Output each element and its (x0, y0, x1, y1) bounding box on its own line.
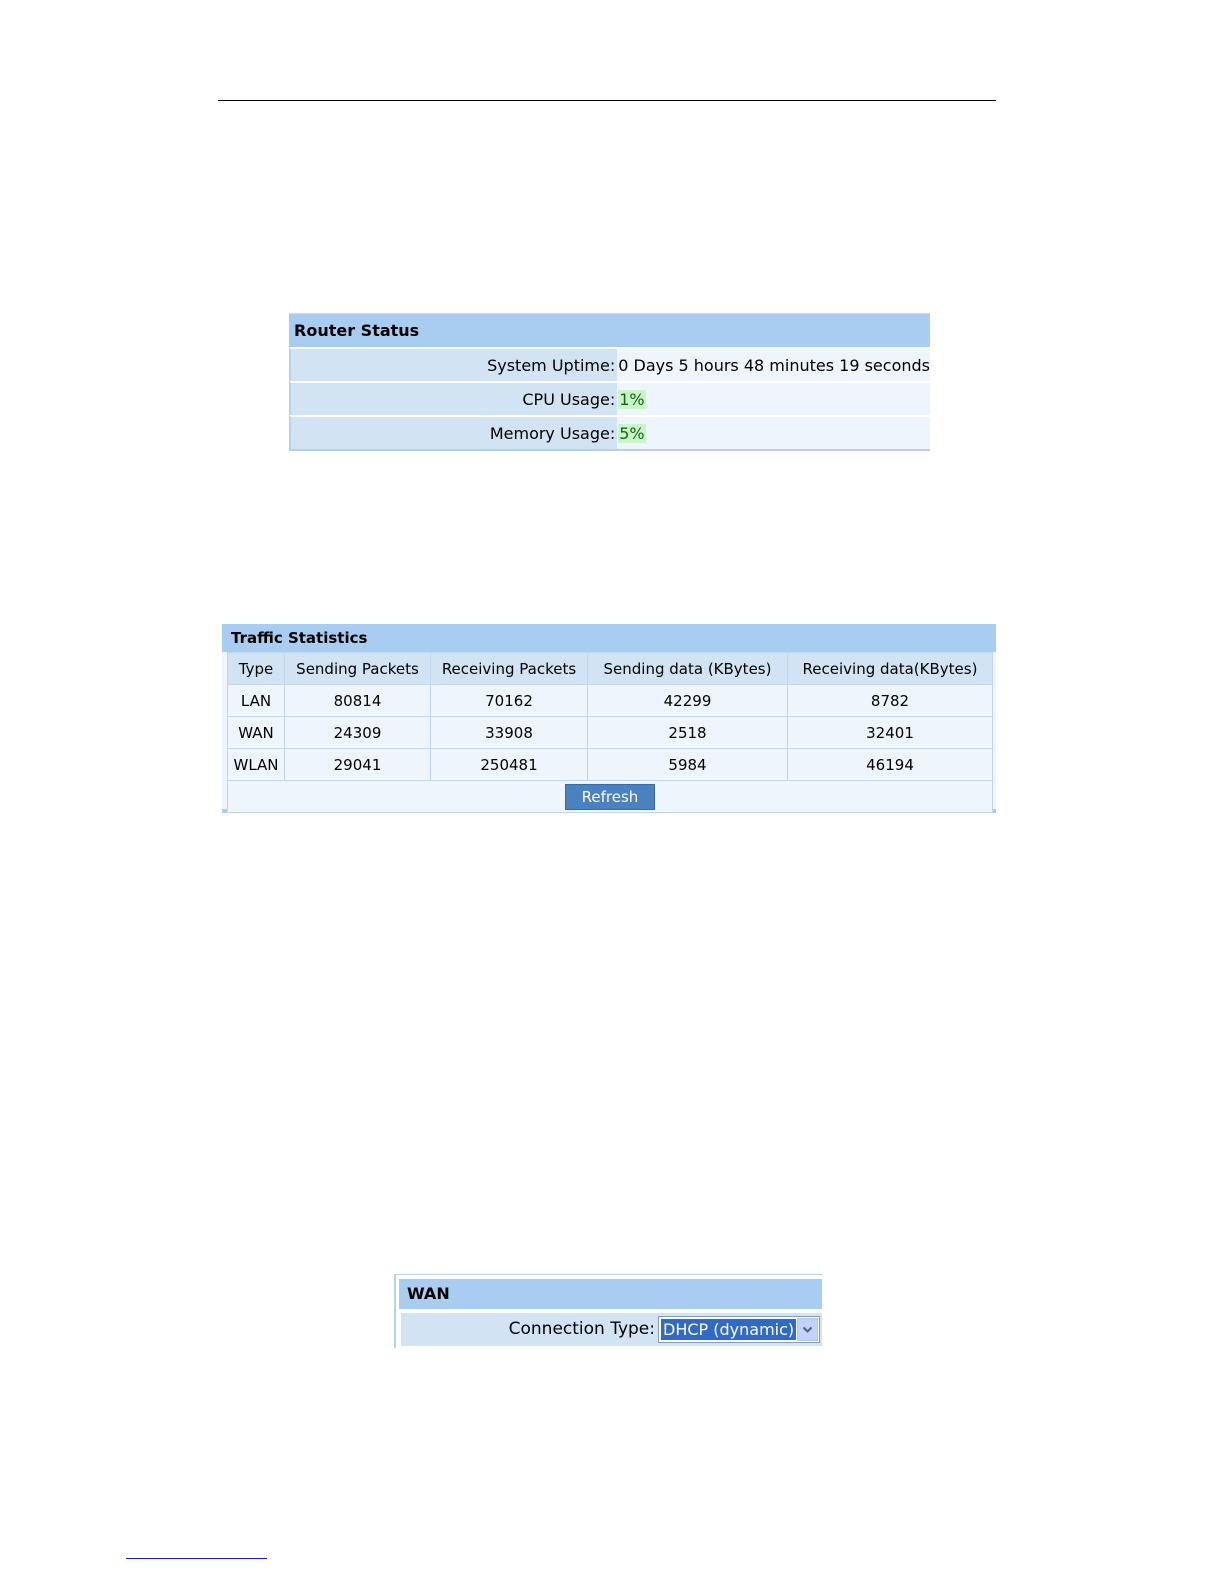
table-cell: 8782 (788, 685, 993, 717)
memory-usage-value: 5% (619, 423, 645, 443)
table-cell: 5984 (588, 749, 788, 781)
connection-type-select[interactable] (658, 1316, 820, 1343)
table-cell: 250481 (431, 749, 588, 781)
connection-type-row (401, 1313, 822, 1346)
cpu-usage-label: CPU Usage: (289, 381, 617, 415)
memory-usage-row (289, 415, 930, 451)
memory-usage-label: Memory Usage: (289, 415, 617, 451)
table-cell: WAN (228, 717, 285, 749)
refresh-button[interactable]: Refresh (565, 784, 655, 810)
traffic-statistics-table (227, 652, 993, 813)
table-cell: LAN (228, 685, 285, 717)
traffic-statistics-panel (222, 624, 996, 813)
cpu-usage-row (289, 381, 930, 415)
table-cell: 80814 (285, 685, 431, 717)
table-row (228, 685, 993, 717)
connection-type-value: DHCP (dynamic) (663, 1320, 795, 1339)
chevron-down-icon[interactable] (797, 1318, 818, 1341)
page-footer-rule (126, 1558, 267, 1559)
table-cell: 42299 (588, 685, 788, 717)
system-uptime-row (289, 347, 930, 381)
table-cell: 29041 (285, 749, 431, 781)
column-header-receiving-packets: Receiving Packets (431, 653, 588, 685)
table-cell: 2518 (588, 717, 788, 749)
column-header-sending-data: Sending data (KBytes) (588, 653, 788, 685)
traffic-statistics-title: Traffic Statistics (222, 624, 996, 652)
refresh-row (228, 781, 993, 813)
page-header-rule (218, 100, 996, 101)
table-cell: 24309 (285, 717, 431, 749)
refresh-cell (228, 781, 993, 813)
system-uptime-label: System Uptime: (289, 347, 617, 381)
column-header-receiving-data: Receiving data(KBytes) (788, 653, 993, 685)
memory-usage-cell (617, 415, 930, 451)
table-row (228, 717, 993, 749)
column-header-sending-packets: Sending Packets (285, 653, 431, 685)
cpu-usage-value: 1% (619, 389, 645, 409)
table-cell: 33908 (431, 717, 588, 749)
router-status-panel (289, 313, 930, 451)
column-header-type: Type (228, 653, 285, 685)
wan-title: WAN (399, 1279, 822, 1309)
router-status-title: Router Status (289, 313, 930, 347)
table-cell: 46194 (788, 749, 993, 781)
table-cell: 70162 (431, 685, 588, 717)
table-cell: 32401 (788, 717, 993, 749)
wan-panel (394, 1274, 822, 1348)
table-header-row (228, 653, 993, 685)
cpu-usage-cell (617, 381, 930, 415)
connection-type-label: Connection Type: (508, 1319, 655, 1339)
table-row (228, 749, 993, 781)
system-uptime-value: 0 Days 5 hours 48 minutes 19 seconds (617, 347, 930, 381)
table-cell: WLAN (228, 749, 285, 781)
